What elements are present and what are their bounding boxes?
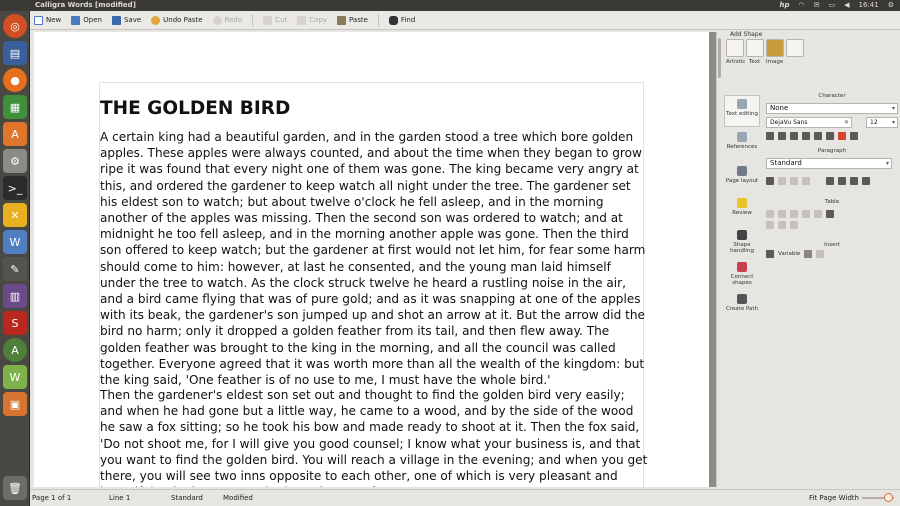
updater-icon[interactable]: A (3, 338, 27, 362)
connect-shapes-tool[interactable]: Connect shapes (724, 259, 760, 291)
page-layout-tool[interactable]: Page layout (724, 163, 760, 195)
text-shape-button[interactable] (746, 39, 764, 57)
dockers-panel (722, 30, 900, 487)
volume-icon[interactable]: ◀ (844, 1, 850, 9)
body-paragraph[interactable]: Then the gardener's eldest son set out and thought to find the golden bird very easily; and when he had gone but a little way, he came to a wood, and by the side of the wood he saw a fox sitting; so he took his bow and made ready to shoot at it. Then the fox said, 'Do not shoot me, for I will give you good counsel; I know what your business is, and that you want to find the golden bird. You will reach a village in the evening; and when you get there, you will see two inns opposite to each other, one of which is very pleasant and (100, 388, 648, 484)
indent-decrease-icon[interactable] (790, 177, 798, 185)
paragraph-style-combo[interactable]: Standard ▾ (766, 158, 892, 169)
undo-icon (151, 16, 160, 25)
calligra-words-icon[interactable]: W (3, 365, 27, 389)
toolbar-separator (252, 14, 253, 27)
clipboard-icon (337, 16, 346, 25)
insert-section-title: Insert (824, 242, 840, 248)
artistic-shape-button[interactable] (726, 39, 744, 57)
table-border-pen-icon[interactable] (826, 210, 834, 218)
status-bar (30, 489, 900, 506)
page-layout-icon (737, 166, 747, 176)
document-page[interactable] (34, 32, 709, 487)
shape-handling-tool[interactable]: Shape handling (724, 227, 760, 259)
zoom-slider-handle[interactable] (884, 493, 893, 502)
underline-icon[interactable] (790, 132, 798, 140)
trash-icon[interactable]: 🗑 (3, 476, 27, 500)
main-toolbar (30, 11, 900, 30)
save-button[interactable]: Save (112, 13, 141, 28)
delete-row-icon[interactable] (790, 210, 798, 218)
media-icon[interactable]: S (3, 311, 27, 335)
undo-paste-button[interactable]: Undo Paste (151, 13, 202, 28)
zoom-mode[interactable]: Fit Page Width (809, 494, 859, 502)
references-tool[interactable]: References (724, 129, 760, 161)
calc-app-icon[interactable]: ✕ (3, 203, 27, 227)
font-size-combo[interactable]: 12 ▾ (866, 117, 898, 128)
text-label: Text (749, 59, 761, 65)
copy-icon (297, 16, 306, 25)
path-pen-icon (737, 294, 747, 304)
insert-text-icon[interactable] (804, 250, 812, 258)
highlight-color-icon[interactable] (838, 132, 846, 140)
document-viewer-icon[interactable]: ▣ (3, 392, 27, 416)
modified-indicator: Modified (223, 494, 253, 502)
redo-icon (213, 16, 222, 25)
insert-footnote-icon[interactable] (816, 250, 824, 258)
spacer-icon (814, 177, 822, 185)
align-right-icon[interactable] (850, 177, 858, 185)
ubuntu-dash-icon[interactable]: ◎ (3, 14, 27, 38)
align-left-icon[interactable] (826, 177, 834, 185)
indent-increase-icon[interactable] (802, 177, 810, 185)
clear-icon: ✕ (843, 119, 849, 126)
character-section-title: Character (818, 93, 846, 99)
insert-column-icon[interactable] (778, 210, 786, 218)
launcher (0, 11, 30, 506)
create-path-tool[interactable]: Create Path (724, 291, 760, 323)
binoculars-icon (389, 16, 398, 25)
align-justify-icon[interactable] (862, 177, 870, 185)
italic-icon[interactable] (778, 132, 786, 140)
top-panel (0, 0, 900, 11)
text-editing-icon (737, 99, 747, 109)
hp-icon[interactable]: hp (779, 1, 790, 9)
more-shapes-button[interactable] (786, 39, 804, 57)
firefox-icon[interactable]: ● (3, 68, 27, 92)
writer-icon[interactable]: W (3, 230, 27, 254)
line-indicator: Line 1 (109, 494, 131, 502)
pointer-arrow-icon (737, 230, 747, 240)
text-editing-tool[interactable]: Text editing (724, 95, 760, 127)
cut-button[interactable]: Cut (263, 13, 287, 28)
cell-style-icon[interactable] (790, 221, 798, 229)
mail-icon[interactable]: ✉ (813, 1, 820, 9)
find-button[interactable]: Find (389, 13, 415, 28)
spreadsheet-icon[interactable]: ▦ (3, 95, 27, 119)
merge-cells-icon[interactable] (814, 210, 822, 218)
software-center-icon[interactable]: A (3, 122, 27, 146)
scrollbar-thumb[interactable] (718, 38, 721, 78)
files-icon[interactable]: ▤ (3, 41, 27, 65)
system-tray (780, 0, 894, 11)
document-title[interactable]: THE GOLDEN BIRD (100, 98, 291, 119)
delete-column-icon[interactable] (802, 210, 810, 218)
insert-row (766, 250, 824, 258)
clock[interactable]: 16:41 (858, 1, 879, 9)
pen-tool-icon[interactable]: ✎ (3, 257, 27, 281)
table-buttons-row2[interactable] (766, 221, 798, 229)
battery-icon[interactable]: ▭ (828, 1, 836, 9)
text-color-icon[interactable] (850, 132, 858, 140)
toolbar-separator (378, 14, 379, 27)
artistic-label: Artistic (726, 59, 746, 65)
review-tool[interactable]: Review (724, 195, 760, 227)
chevron-down-icon: ▾ (891, 105, 895, 112)
document-canvas[interactable] (34, 32, 716, 487)
save-disk-icon (112, 16, 121, 25)
wifi-icon[interactable]: ◠ (798, 1, 805, 9)
paste-button[interactable]: Paste (337, 13, 368, 28)
bold-icon[interactable] (766, 132, 774, 140)
system-settings-icon[interactable]: ⚙ (3, 149, 27, 173)
library-icon[interactable]: ▥ (3, 284, 27, 308)
numbered-list-icon[interactable] (778, 177, 786, 185)
review-icon (737, 198, 747, 208)
references-icon (737, 132, 747, 142)
paragraph-format-buttons[interactable] (766, 177, 870, 185)
variable-button[interactable]: Variable (778, 251, 801, 257)
split-cells-icon[interactable] (766, 221, 774, 229)
settings-gear-icon[interactable]: ⚙ (887, 1, 894, 9)
image-label: Image (766, 59, 784, 65)
calligra-words-window (30, 11, 900, 506)
character-format-buttons[interactable] (766, 132, 858, 140)
style-indicator: Standard (171, 494, 203, 502)
strikethrough-icon[interactable] (802, 132, 810, 140)
align-center-icon[interactable] (838, 177, 846, 185)
body-paragraph[interactable]: A certain king had a beautiful garden, and in the garden stood a tree which bore golden apples. These apples were always counted, and about the time when they began to grow ripe it was found that every night one of them was gone. The king became very angry at this, and ordered the gardener to keep watch all night under the tree. The gardener set his eldest son to watch; but about twelve o'clock he fell asleep, and in the morning another of the apples was missing. Then the second son was ordered to watch; and at midnight he too fell asleep, and in the morning another apple was gone. Then the third son offered to keep watch; but the gardener at first would not let him, for fear some harm should come to him: however, at last he consented, and the young man laid himself under the tree to watch. As the clock struck twelve he heard a rustling noise in the air, and a bird came flying that was of pure gold; and as it was snapping at one of the apples with its beak, the gardener's son jumped up and shot an arrow at it. But the arrow did the bird no harm; only it dropped a golden feather from its tail, and then flew away. The golden feather was brought to the king in the morning, and all the council was called together. Everyone agreed that it was worth more than all the wealth of the kingdom: but the king said, 'One feather is of no use to me, I must have the whole bird.' (100, 130, 646, 388)
chevron-down-icon: ▾ (891, 119, 895, 126)
connector-icon (737, 262, 747, 272)
add-shape-title: Add Shape (730, 31, 763, 38)
bullet-list-icon[interactable] (766, 177, 774, 185)
font-family-combo[interactable]: DejaVu Sans ✕ (766, 117, 852, 128)
chevron-down-icon: ▾ (885, 160, 889, 167)
terminal-icon[interactable]: >_ (3, 176, 27, 200)
open-folder-icon (71, 16, 80, 25)
new-button[interactable]: New (34, 13, 61, 28)
image-shape-button[interactable] (766, 39, 784, 57)
table-buttons[interactable] (766, 210, 834, 218)
superscript-icon[interactable] (814, 132, 822, 140)
toolbox (724, 95, 760, 325)
table-section-title: Table (824, 199, 840, 205)
new-document-icon (34, 16, 43, 25)
special-char-icon[interactable] (766, 250, 774, 258)
redo-button[interactable]: Redo (213, 13, 243, 28)
page-indicator: Page 1 of 1 (32, 494, 72, 502)
open-button[interactable]: Open (71, 13, 102, 28)
tool-options (764, 93, 900, 293)
scissors-icon (263, 16, 272, 25)
table-properties-icon[interactable] (778, 221, 786, 229)
character-style-combo[interactable]: None ▾ (766, 103, 898, 114)
subscript-icon[interactable] (826, 132, 834, 140)
insert-row-icon[interactable] (766, 210, 774, 218)
window-title: Calligra Words [modified] (35, 1, 136, 9)
paragraph-section-title: Paragraph (817, 148, 847, 154)
copy-button[interactable]: Copy (297, 13, 327, 28)
